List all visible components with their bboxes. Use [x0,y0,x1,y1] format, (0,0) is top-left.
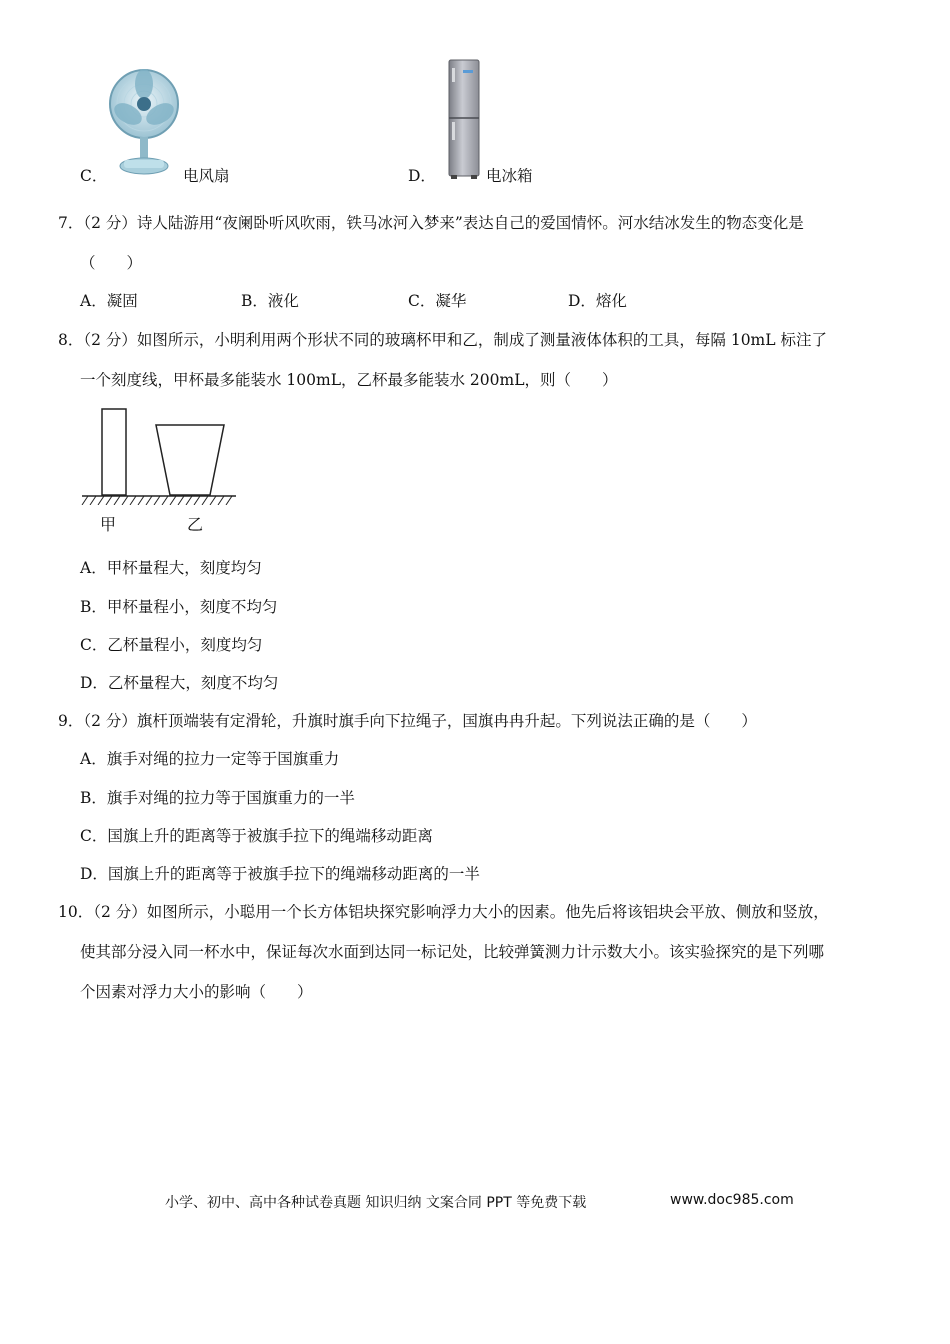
footer-text: 小学、初中、高中各种试卷真题 知识归纳 文案合同 PPT 等免费下载 [165,1195,587,1211]
q9-option-c: C．国旗上升的距离等于被旗手拉下的绳端移动距离 [80,827,433,845]
fan-image [108,62,184,178]
footer-url[interactable]: www.doc985.com [670,1192,794,1208]
q10-stem-line3: 个因素对浮力大小的影响（ ） [80,983,313,1001]
fridge-image [445,58,483,180]
q9-stem: 9．（2 分）旗杆顶端装有定滑轮，升旗时旗手向下拉绳子，国旗冉冉升起。下列说法正确的是（ ） [58,712,757,730]
option-c-label: 电风扇 [183,167,230,185]
option-d-label: 电冰箱 [486,167,533,185]
option-d-letter: D． [408,167,436,185]
q7-stem-line2: （ ） [80,254,143,272]
q8-stem-line1: 8．（2 分）如图所示，小明利用两个形状不同的玻璃杯甲和乙，制成了测量液体体积的工具，每隔 10mL 标注了 [58,331,827,349]
q10-stem-line2: 使其部分浸入同一杯水中，保证每次水面到达同一标记处，比较弹簧测力计示数大小。该实验探究的是下列哪 [80,943,825,961]
q7-option-d: D．熔化 [568,292,627,310]
q8-option-a: A．甲杯量程大，刻度均匀 [80,559,262,577]
q7-option-c: C．凝华 [408,292,467,310]
q7-option-a: A．凝固 [80,292,138,310]
option-c-letter: C． [80,167,108,185]
q7-option-b: B．液化 [241,292,299,310]
q7-stem-line1: 7．（2 分）诗人陆游用“夜阑卧听风吹雨，铁马冰河入梦来”表达自己的爱国情怀。河水结冰发生的物态变化是 [58,214,804,232]
cup-a-label: 甲 [100,515,117,534]
q8-stem-line2: 一个刻度线，甲杯最多能装水 100mL，乙杯最多能装水 200mL，则（ ） [80,371,618,389]
q9-option-b: B．旗手对绳的拉力等于国旗重力的一半 [80,789,355,807]
q8-option-c: C．乙杯量程小，刻度均匀 [80,636,263,654]
q9-option-a: A．旗手对绳的拉力一定等于国旗重力 [80,750,340,768]
q8-option-d: D．乙杯量程大，刻度不均匀 [80,674,279,692]
q9-option-d: D．国旗上升的距离等于被旗手拉下的绳端移动距离的一半 [80,865,480,883]
cups-figure [80,405,240,505]
q10-stem-line1: 10．（2 分）如图所示，小聪用一个长方体铝块探究影响浮力大小的因素。他先后将该铝块会平放、侧放和竖放， [58,903,829,921]
q8-option-b: B．甲杯量程小，刻度不均匀 [80,598,278,616]
cup-b-label: 乙 [187,515,204,534]
